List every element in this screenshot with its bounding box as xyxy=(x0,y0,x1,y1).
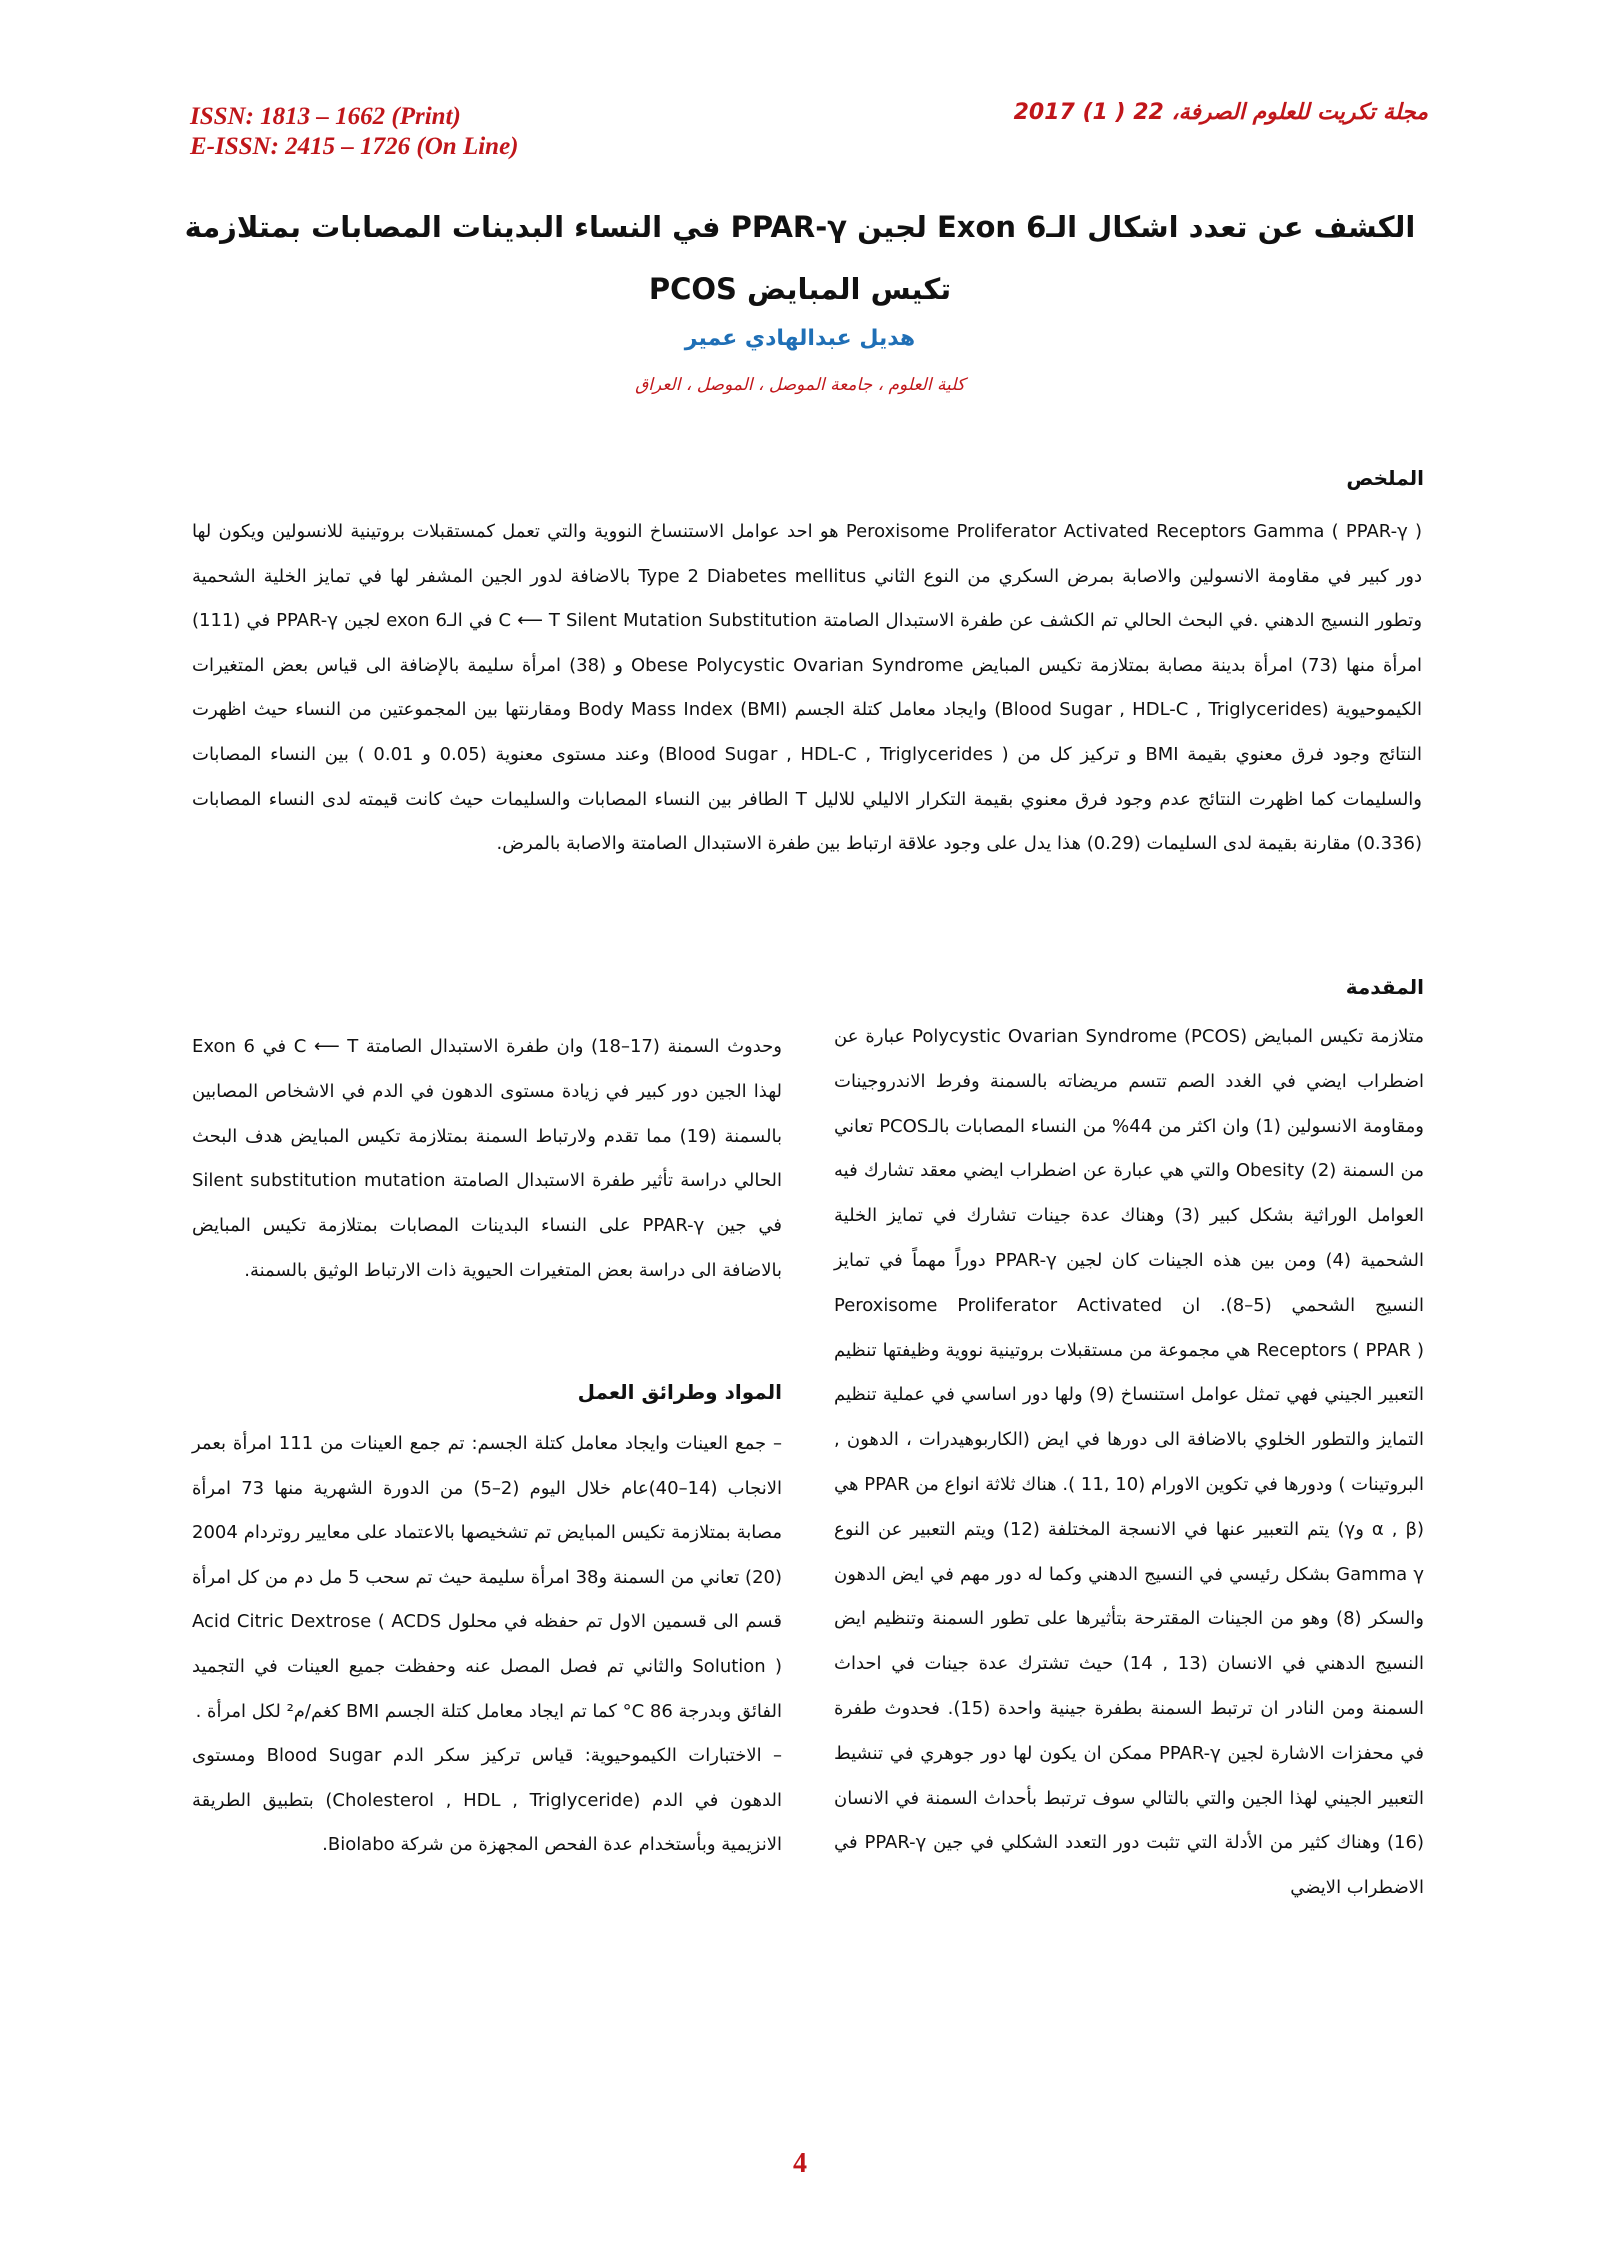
methods-item-samples: – جمع العينات وايجاد معامل كتلة الجسم: تم جمع العينات من 111 امرأة بعمر الانجاب (14–40)عام خلال اليوم (2–5) من الدورة الشهرية منها 73 امرأة مصابة بمتلازمة تكيس المبايض تم تشخيصها بالاعتماد على معايير روتردام 2004 (20) تعاني من السمنة و38 امرأة سليمة حيث تم سحب 5 مل دم من كل امرأة قسم الى قسمين الاول تم حفظه في محلول Acid Citric Dextrose ( ACDS Solution ) والثاني تم فصل المصل عنه وحفظت جميع العينات في التجميد الفائق وبدرجة 86 C° كما تم ايجاد معامل كتلة الجسم BMI كغم/م² لكل امرأة . xyxy=(192,1433,783,1722)
methods-heading: المواد وطرائق العمل xyxy=(577,1380,782,1404)
methods-text xyxy=(192,1422,782,1868)
author-affiliation: كلية العلوم ، جامعة الموصل ، الموصل ، العراق xyxy=(635,375,965,395)
page-number: 4 xyxy=(793,2148,807,2179)
introduction-text: متلازمة تكيس المبايض Polycystic Ovarian Syndrome (PCOS) عبارة عن اضطراب ايضي في الغدد الصم تتسم مريضاته بالسمنة وفرط الاندروجينات ومقاومة الانسولين (1) وان اكثر من 44% من النساء المصابات بالـPCOS تعاني من السمنة Obesity (2) والتي هي عبارة عن اضطراب ايضي معقد تشارك فيه العوامل الوراثية بشكل كبير (3) وهناك عدة جينات تشارك في تمايز الخلية الشحمية (4) ومن بين هذه الجينات كان لجين PPAR-γ دوراً مهماً في تمايز النسيج الشحمي (5–8). ان Peroxisome Proliferator Activated Receptors ( PPAR ) هي مجموعة من مستقبلات بروتينية نووية وظيفتها تنظيم التعبير الجيني فهي تمثل عوامل استنساخ (9) ولها دور اساسي في عملية تنظيم التمايز والتطور الخلوي بالاضافة الى دورها في ايض (الكاربوهيدرات ، الدهون , البروتينات ) ودورها في تكوين الاورام (10 ,11 ). هناك ثلاثة انواع من PPAR هي (α , β وγ) يتم التعبير عنها في الانسجة المختلفة (12) ويتم التعبير عن النوع Gamma γ بشكل رئيسي في النسيج الدهني وكما له دور مهم في ايض الدهون والسكر (8) وهو من الجينات المقترحة بتأثيرها على تطور السمنة وتنظيم ايض النسيج الدهني في الانسان (13 , 14) حيث تشترك عدة جينات في احداث السمنة ومن النادر ان ترتبط السمنة بطفرة جينية واحدة (15). فحدوث طفرة في محفزات الاشارة لجين PPAR-γ ممكن ان يكون لها دور جوهري في تنشيط التعبير الجيني لهذا الجين والتي بالتالي سوف ترتبط بأحداث السمنة في الانسان (16) وهناك كثير من الأدلة التي تثبت دور التعدد الشكلي في جين PPAR-γ في الاضطراب الايضي xyxy=(834,1026,1425,1899)
introduction-heading: المقدمة xyxy=(1345,975,1424,999)
issn-online: E-ISSN: 2415 – 1726 (On Line) xyxy=(190,133,519,160)
issn-block xyxy=(190,102,790,162)
methods-item-biochemical: – الاختبارات الكيموحيوية: قياس تركيز سكر الدم Blood Sugar ومستوى الدهون في الدم (Cholesterol , HDL , Triglyceride) بتطبيق الطريقة الانزيمية وبأستخدام عدة الفحص المجهزة من شركة Biolabo. xyxy=(192,1745,783,1856)
abstract-text: Peroxisome Proliferator Activated Receptors Gamma ( PPAR-γ ) هو احد عوامل الاستنساخ النووية والتي تعمل كمستقبلات بروتينية للانسولين ويكون لها دور كبير في مقاومة الانسولين والاصابة بمرض السكري من النوع الثاني Type 2 Diabetes mellitus بالاضافة لدور الجين المشفر لها في تمايز الخلية الشحمية وتطور النسيج الدهني .في البحث الحالي تم الكشف عن طفرة الاستبدال الصامتة C ⟵ T Silent Mutation Substitution في الـexon 6 لجين PPAR-γ في (111) امرأة منها (73) امرأة بدينة مصابة بمتلازمة تكيس المبايض Obese Polycystic Ovarian Syndrome و (38) امرأة سليمة بالإضافة الى قياس بعض المتغيرات الكيموحيوية (Blood Sugar , HDL-C , Triglycerides) وايجاد معامل كتلة الجسم Body Mass Index (BMI) ومقارنتها بين المجموعتين من النساء حيث اظهرت النتائج وجود فرق معنوي بقيمة BMI و تركيز كل من ( Blood Sugar , HDL-C , Triglycerides) وعند مستوى معنوية (0.05 و 0.01 ) بين النساء المصابات والسليمات كما اظهرت النتائج عدم وجود فرق معنوي بقيمة التكرار الاليلي للاليل T الطافر بين النساء المصابات والسليمات حيث كانت قيمته لدى النساء المصابات (0.336) مقارنة بقيمة لدى السليمات (0.29) هذا يدل على وجود علاقة ارتباط بين طفرة الاستبدال الصامتة والاصابة بالمرض. xyxy=(192,521,1423,855)
abstract-heading: الملخص xyxy=(1346,466,1424,490)
introduction-continued: وحدوث السمنة (17–18) وان طفرة الاستبدال الصامتة C ⟵ T في Exon 6 لهذا الجين دور كبير في زيادة مستوى الدهون في الدم في الاشخاص المصابين بالسمنة (19) مما تقدم ولارتباط السمنة بمتلازمة تكيس المبايض هدف البحث الحالي دراسة تأثير طفرة الاستبدال الصامتة Silent substitution mutation في جين PPAR-γ على النساء البدينات المصابات بمتلازمة تكيس المبايض بالاضافة الى دراسة بعض المتغيرات الحيوية ذات الارتباط الوثيق بالسمنة. xyxy=(192,1036,783,1281)
issn-print: ISSN: 1813 – 1662 (Print) xyxy=(190,103,461,130)
paper-title: الكشف عن تعدد اشكال الـExon 6 لجين PPAR-γ في النساء البدينات المصابات بمتلازمة تكيس المبايض PCOS xyxy=(184,210,1416,306)
journal-citation: مجلة تكريت للعلوم الصرفة، 22 ( 1) 2017 xyxy=(1013,100,1428,125)
author-name: هديل عبدالهادي عمير xyxy=(684,326,916,351)
